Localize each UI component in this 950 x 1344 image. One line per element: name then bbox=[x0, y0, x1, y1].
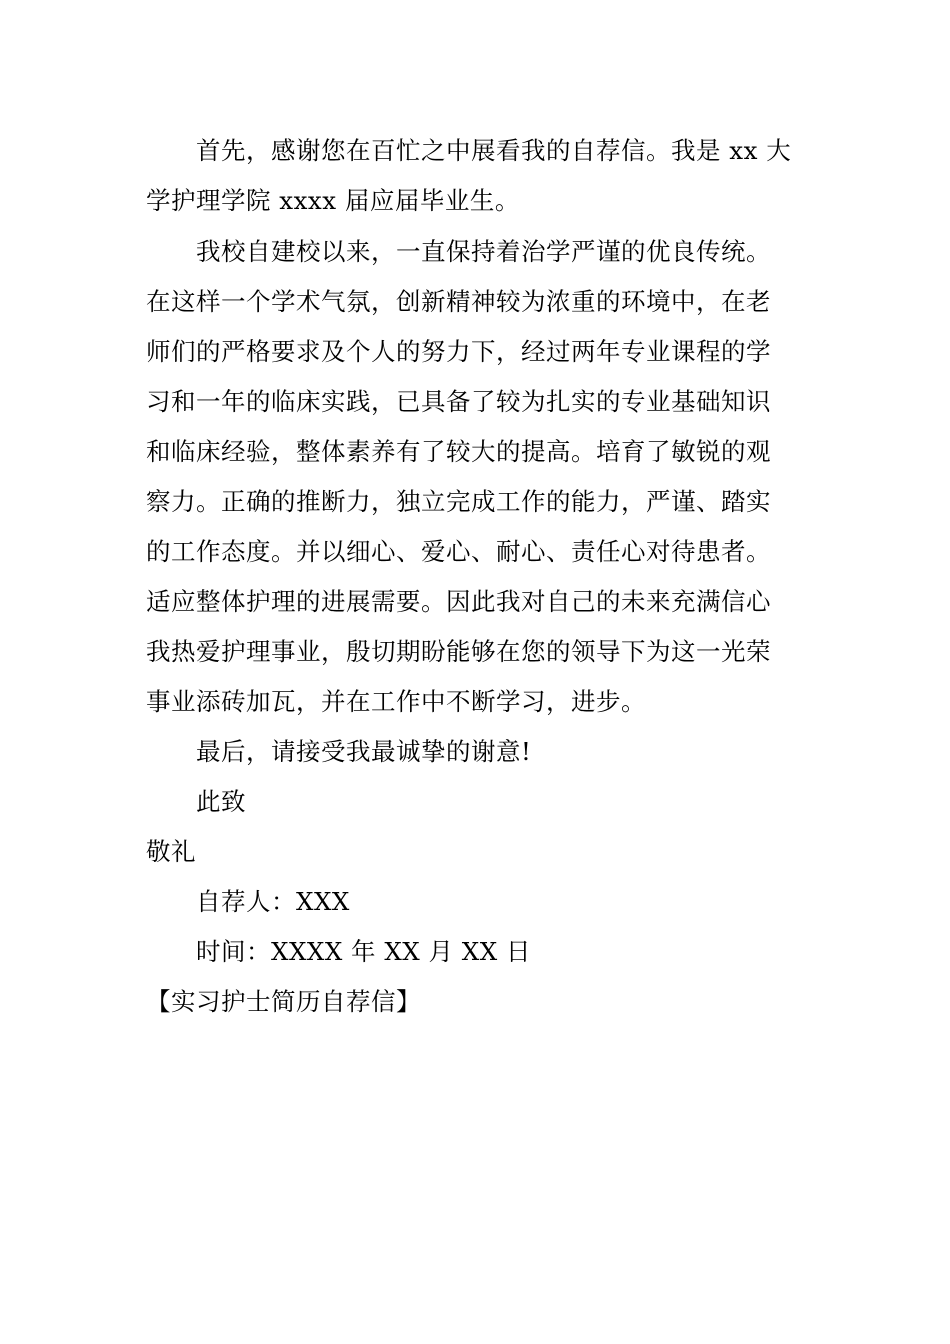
section-title: 【实习护士简历自荐信】 bbox=[146, 987, 421, 1016]
paragraph-1-line-1: 首先，感谢您在百忙之中展看我的自荐信。我是 xx 大 bbox=[196, 136, 792, 165]
salutation: 此致 bbox=[196, 787, 246, 816]
closing-thanks: 最后，请接受我最诚挚的谢意! bbox=[196, 737, 532, 766]
regards: 敬礼 bbox=[146, 837, 196, 866]
paragraph-2-line-7: 的工作态度。并以细心、爱心、耐心、责任心对待患者。 bbox=[146, 537, 771, 566]
paragraph-2-line-8: 适应整体护理的进展需要。因此我对自己的未来充满信心 bbox=[146, 587, 771, 616]
paragraph-2-line-1: 我校自建校以来，一直保持着治学严谨的优良传统。 bbox=[196, 237, 771, 266]
signer: 自荐人：XXX bbox=[196, 887, 350, 916]
date-line: 时间：XXXX 年 XX 月 XX 日 bbox=[196, 937, 531, 966]
paragraph-2-line-10: 事业添砖加瓦，并在工作中不断学习，进步。 bbox=[146, 687, 646, 716]
paragraph-2-line-3: 师们的严格要求及个人的努力下，经过两年专业课程的学 bbox=[146, 337, 771, 366]
paragraph-2-line-5: 和临床经验，整体素养有了较大的提高。培育了敏锐的观 bbox=[146, 437, 771, 466]
paragraph-2-line-4: 习和一年的临床实践，已具备了较为扎实的专业基础知识 bbox=[146, 387, 771, 416]
paragraph-2-line-9: 我热爱护理事业，殷切期盼能够在您的领导下为这一光荣 bbox=[146, 637, 771, 666]
paragraph-2-line-6: 察力。正确的推断力，独立完成工作的能力，严谨、踏实 bbox=[146, 487, 771, 516]
paragraph-1-line-2: 学护理学院 xxxx 届应届毕业生。 bbox=[146, 186, 520, 215]
paragraph-2-line-2: 在这样一个学术气氛，创新精神较为浓重的环境中，在老 bbox=[146, 287, 771, 316]
